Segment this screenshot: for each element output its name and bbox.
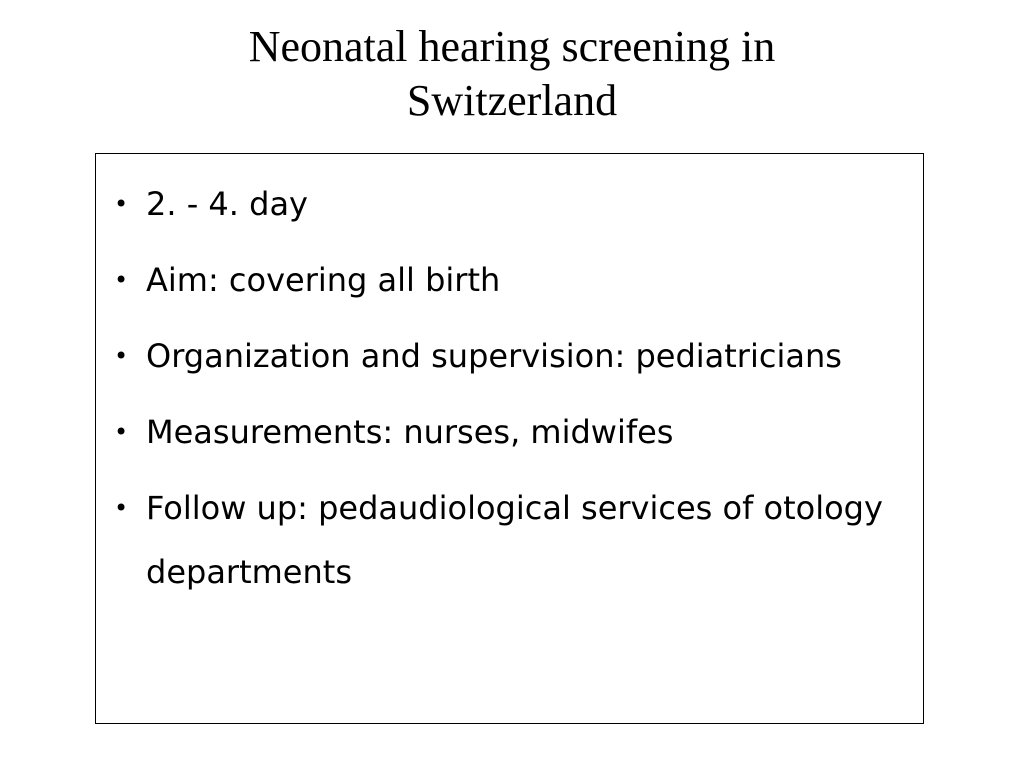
bullet-item-follow-up [114, 476, 904, 604]
bullet-text: Follow up: pedaudiological services of otology departments [146, 489, 883, 591]
bullet-dot-icon: • [114, 190, 129, 218]
bullet-dot-icon: • [114, 342, 129, 370]
bullet-dot-icon: • [114, 266, 129, 294]
bullet-dot-icon: • [114, 494, 129, 522]
bullet-item-screening-day [114, 172, 904, 236]
bullet-item-aim [114, 248, 904, 312]
bullet-dot-icon: • [114, 418, 129, 446]
slide-title-line-2: Switzerland [406, 76, 618, 125]
bullet-item-organization [114, 324, 904, 388]
bullet-list [114, 172, 904, 616]
bullet-item-measurements [114, 400, 904, 464]
content-box [95, 153, 924, 724]
bullet-text: Aim: covering all birth [146, 261, 501, 299]
bullet-text: Organization and supervision: pediatricians [146, 337, 842, 375]
slide-title-line-1: Neonatal hearing screening in [248, 22, 776, 71]
bullet-text: 2. - 4. day [146, 185, 308, 223]
slide-title [0, 20, 1024, 128]
bullet-text: Measurements: nurses, midwifes [146, 413, 674, 451]
